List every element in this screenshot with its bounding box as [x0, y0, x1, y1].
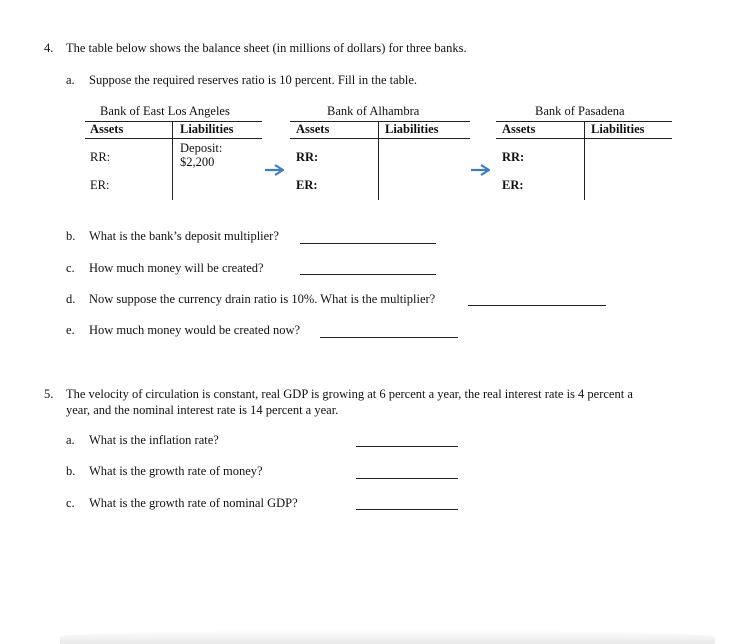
bank-name: Bank of Alhambra — [327, 104, 420, 118]
q5a-text: What is the inflation rate? — [89, 433, 219, 447]
right-arrow-icon — [264, 164, 286, 176]
q4b-answer-blank[interactable] — [300, 243, 436, 244]
deposit-value: $2,200 — [180, 155, 215, 169]
q5c-answer-blank[interactable] — [356, 509, 458, 510]
assets-header: Assets — [502, 122, 536, 136]
q5-text-line2: year, and the nominal interest rate is 14 percent a year. — [66, 403, 339, 417]
er-label: ER: — [502, 178, 524, 192]
table-header-rule — [290, 138, 470, 139]
q5a-answer-blank[interactable] — [356, 446, 458, 447]
liabilities-header: Liabilities — [180, 122, 234, 136]
q4b-letter: b. — [66, 229, 76, 243]
q5a-letter: a. — [66, 433, 75, 447]
q4c-answer-blank[interactable] — [300, 274, 436, 275]
rr-label: RR: — [296, 150, 319, 164]
q4e-letter: e. — [66, 323, 75, 337]
page-bottom-shadow — [60, 630, 715, 644]
q5c-letter: c. — [66, 496, 75, 510]
table-header-rule — [85, 138, 262, 139]
q5b-letter: b. — [66, 464, 76, 478]
rr-label: RR: — [90, 150, 111, 164]
q4d-letter: d. — [66, 292, 76, 306]
assets-header: Assets — [296, 122, 330, 136]
q5c-text: What is the growth rate of nominal GDP? — [89, 496, 298, 510]
bank-name: Bank of East Los Angeles — [100, 104, 230, 118]
q4b-text: What is the bank’s deposit multiplier? — [89, 229, 279, 243]
q4e-answer-blank[interactable] — [320, 337, 458, 338]
q4-number: 4. — [44, 41, 54, 55]
q4d-text: Now suppose the currency drain ratio is 10%. What is the multiplier? — [89, 292, 436, 306]
q5-number: 5. — [44, 387, 54, 401]
liabilities-header: Liabilities — [385, 122, 439, 136]
table-divider — [584, 121, 585, 200]
q4d-answer-blank[interactable] — [468, 305, 606, 306]
q4a-text: Suppose the required reserves ratio is 10 percent. Fill in the table. — [89, 73, 418, 87]
er-label: ER: — [90, 178, 110, 192]
rr-label: RR: — [502, 150, 525, 164]
q5b-answer-blank[interactable] — [356, 478, 458, 479]
q5-text-line1: The velocity of circulation is constant, real GDP is growing at 6 percent a year, the real interest rate is 4 percent a — [66, 387, 633, 401]
assets-header: Assets — [90, 122, 124, 136]
liabilities-header: Liabilities — [591, 122, 645, 136]
table-divider — [378, 121, 379, 200]
q4a-letter: a. — [66, 73, 75, 87]
q4c-text: How much money will be created? — [89, 261, 264, 275]
q4-text: The table below shows the balance sheet (in millions of dollars) for three banks. — [66, 41, 467, 55]
bank-name: Bank of Pasadena — [535, 104, 625, 118]
right-arrow-icon — [470, 164, 492, 176]
q4e-text: How much money would be created now? — [89, 323, 301, 337]
q4c-letter: c. — [66, 261, 75, 275]
deposit-label: Deposit: — [180, 141, 223, 155]
table-divider — [172, 121, 173, 200]
q5b-text: What is the growth rate of money? — [89, 464, 263, 478]
er-label: ER: — [296, 178, 318, 192]
